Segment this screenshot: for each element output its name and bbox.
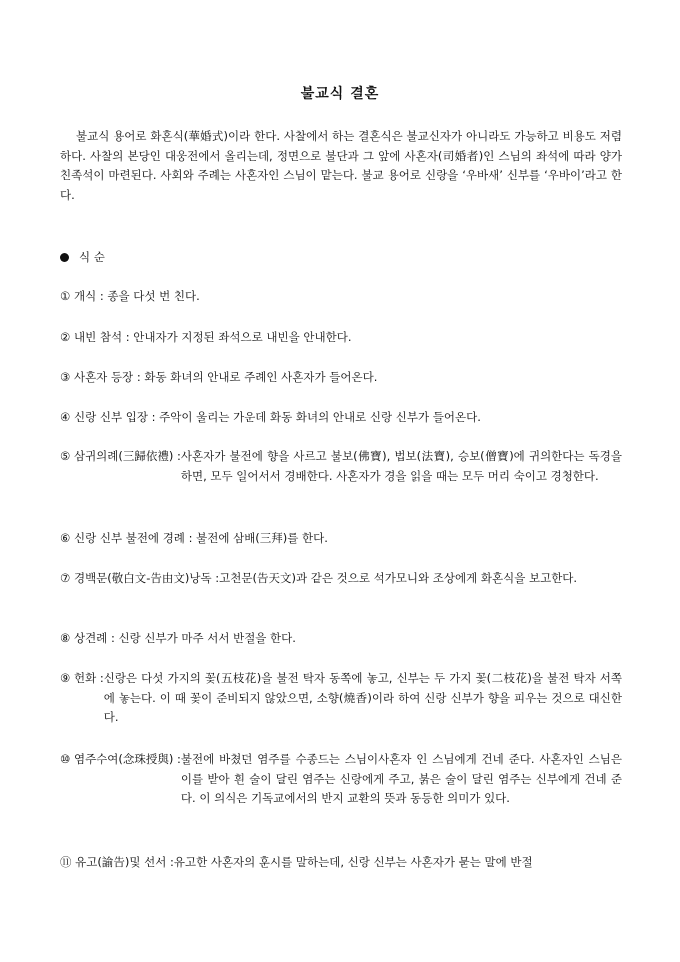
item-lead: ⑨ 헌화 :: [60, 671, 104, 685]
list-item: [60, 408, 622, 428]
section-heading: [60, 249, 105, 265]
item-lead: ② 내빈 참석 : 안내자가 지정된 좌석으로 내빈을 안내한다.: [60, 330, 352, 344]
section-heading-text: 식 순: [79, 250, 105, 264]
list-item: [60, 669, 622, 728]
list-item: [60, 569, 622, 589]
item-lead: ③ 사혼자 등장 : 화동 화녀의 안내로 주례인 사혼자가 들어온다.: [60, 370, 378, 384]
item-lead: ⑤ 삼귀의례(三歸依禮) :: [60, 449, 181, 463]
list-item: [60, 328, 622, 348]
item-lead: ① 개식 : 종을 다섯 번 친다.: [60, 289, 200, 303]
item-lead: ⑥ 신랑 신부 불전에 경례 : 불전에 삼배(三拜)를 한다.: [60, 531, 328, 545]
intro-paragraph: [60, 127, 622, 205]
list-item: [60, 750, 622, 809]
item-body: 고천문(告天文)과 같은 것으로 석가모니와 조상에게 화혼식을 보고한다.: [219, 571, 578, 585]
item-body: 불전에 바쳤던 염주를 수종드는 스님이사혼자 인 스님에게 건네 준다. 사혼자인 스님은 이를 받아 흰 술이 달린 염주는 신랑에게 주고, 붉은 술이 달린 염주는 신부에게 건네 준다. 이 의식은 기독교에서의 반지 교환의 뜻과 동등한 의미가 있다.: [180, 752, 622, 805]
item-lead: ⑩ 염주수여(念珠授與) :: [60, 752, 181, 766]
item-body: 사혼자가 불전에 향을 사르고 불보(佛寶), 법보(法寶), 승보(僧寶)에 귀의한다는 독경을 하면, 모두 일어서서 경배한다. 사혼자가 경을 읽을 때는 모두 머리 숙이고 경청한다.: [180, 449, 622, 483]
list-item: [60, 447, 622, 486]
list-item: [60, 529, 622, 549]
list-item: [60, 287, 622, 307]
item-body: 신랑은 다섯 가지의 꽃(五枝花)을 불전 탁자 동쪽에 놓고, 신부는 두 가지 꽃(二枝花)을 불전 탁자 서쪽에 놓는다. 이 때 꽃이 준비되지 않았으면, 소향(燒香)이라 하여 신랑 신부가 향을 피우는 것으로 대신한다.: [103, 671, 622, 724]
bullet-icon: [60, 253, 69, 262]
list-item: [60, 853, 622, 873]
item-body: 유고한 사혼자의 훈시를 말하는데, 신랑 신부는 사혼자가 묻는 말에 반절: [173, 855, 533, 869]
list-item: [60, 368, 622, 388]
document-title: 불교식 결혼: [300, 86, 380, 102]
item-lead: ⑪ 유고(諭告)및 선서 :: [60, 855, 174, 869]
item-lead: ⑦ 경백문(敬白文-告由文)낭독 :: [60, 571, 220, 585]
item-lead: ④ 신랑 신부 입장 : 주악이 울리는 가운데 화동 화녀의 안내로 신랑 신부가 들어온다.: [60, 410, 481, 424]
item-lead: ⑧ 상견례 : 신랑 신부가 마주 서서 반절을 한다.: [60, 631, 296, 645]
intro-text: 불교식 용어로 화혼식(華婚式)이라 한다. 사찰에서 하는 결혼식은 불교신자가 아니라도 가능하고 비용도 저렴하다. 사찰의 본당인 대웅전에서 올리는데, 정면으로 불단과 그 앞에 사혼자(司婚者)인 스님의 좌석에 따라 양가 친족석이 마련된다. 사회와 주례는 사혼자인 스님이 맡는다. 불교 용어로 신랑을 ‘우바새’ 신부를 ‘우바이’라고 한다.: [60, 129, 622, 202]
list-item: [60, 629, 622, 649]
